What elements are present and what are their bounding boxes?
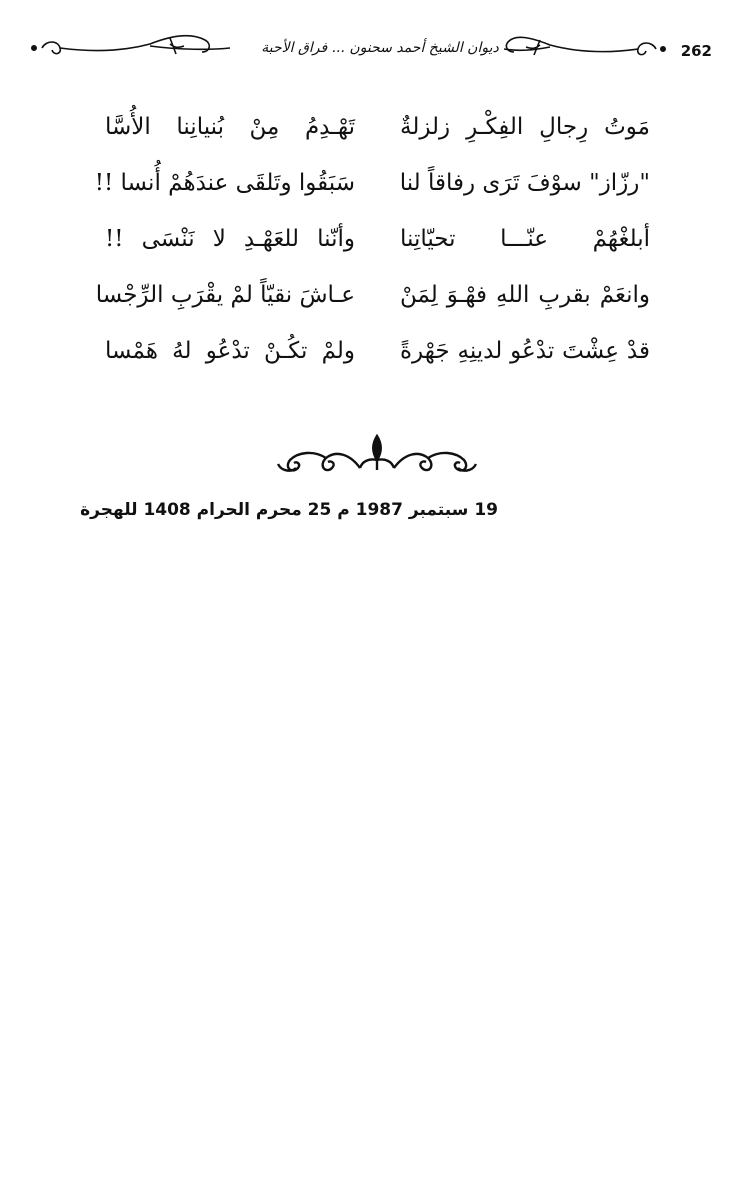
hemistich-left: عـاشَ نقيّاً لمْ يقْرَبِ الرِّجْسا [95, 282, 355, 309]
verse [105, 212, 650, 268]
page-number: 262 [680, 42, 712, 60]
verse [105, 324, 650, 380]
hemistich-right: "رزّاز" سوْفَ تَرَى رفاقاً لنا [399, 170, 650, 197]
verse [94, 156, 650, 212]
ornament-divider-icon [270, 428, 484, 482]
hemistich-right: وانعَمْ بقربِ اللهِ فهْـوَ لِمَنْ [400, 282, 650, 309]
hemistich-left: ولمْ تكُـنْ تدْعُو لهُ هَمْسا [105, 338, 355, 365]
hemistich-left: تَهْـدِمُ مِنْ بُنيانِنا الأُسَّا [105, 114, 355, 141]
running-title: ديوان الشيخ أحمد سحنون ... فراق الأحبة [261, 40, 499, 56]
hemistich-right: قدْ عِشْتَ تدْعُو لدينِهِ جَهْرةً [400, 338, 650, 365]
verse [95, 268, 650, 324]
hemistich-right: مَوتُ رِجالِ الفِكْـرِ زلزلةٌ [400, 114, 650, 141]
hemistich-right: أبلغْهُمْ عنّـــا تحيّاتِنا [400, 226, 650, 253]
hemistich-left: وأنّنا للعَهْـدِ لا نَنْسَى !! [105, 226, 355, 253]
verse [105, 100, 650, 156]
page-header [20, 22, 720, 74]
date-line: 19 سبتمبر 1987 م 25 محرم الحرام 1408 للهجرة [80, 500, 498, 520]
hemistich-left: سَبَقُوا وتَلقَى عندَهُمْ أُنسا !! [94, 170, 355, 197]
poem [94, 100, 650, 380]
